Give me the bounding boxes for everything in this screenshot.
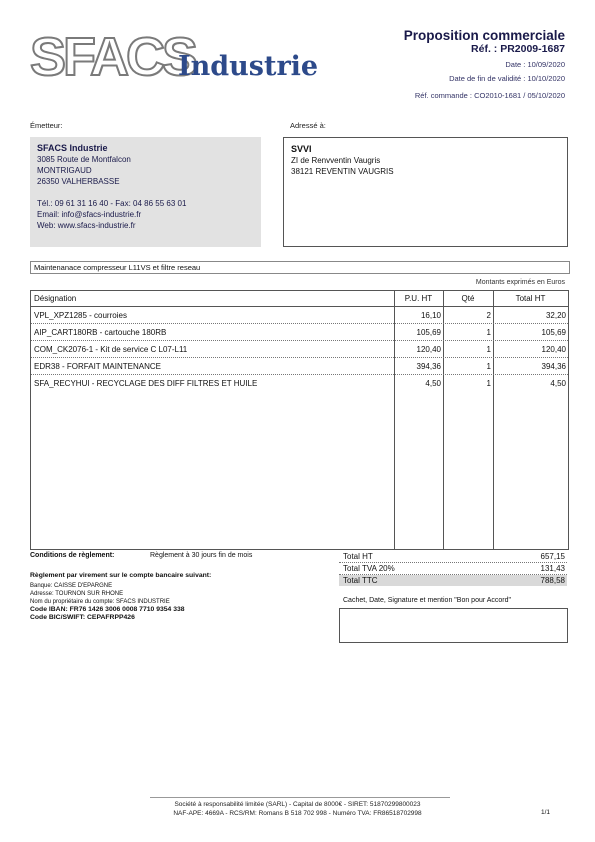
payment-conditions-label: Conditions de règlement: [30, 552, 115, 559]
recipient-address-line: 38121 REVENTIN VAUGRIS [291, 167, 394, 176]
totals-block [339, 551, 567, 586]
emitter-label: Émetteur: [30, 121, 63, 130]
total-ttc-row [339, 575, 567, 586]
total-ht-value: 657,15 [540, 552, 565, 561]
logo-suffix: Industrie [178, 51, 319, 82]
cell-quantity: 1 [486, 345, 491, 354]
footer-line-2: NAF-APE: 4669A - RCS/RM: Romans B 518 702 998 - Numéro TVA: FR86518702998 [173, 810, 422, 817]
cell-designation: SFA_RECYHUI - RECYCLAGE DES DIFF FILTRES ET HUILE [34, 379, 258, 388]
payment-conditions-value: Règlement à 30 jours fin de mois [150, 552, 253, 559]
footer-line-1: Société à responsabilité limitée (SARL) - Capital de 8000€ - SIRET: 51870299800023 [174, 801, 421, 808]
cell-unit-price: 394,36 [416, 362, 441, 371]
cell-designation: COM_CK2076-1 - Kit de service C L07-L11 [34, 345, 188, 354]
row-separator [31, 357, 568, 358]
row-separator [31, 374, 568, 375]
document-title: Proposition commerciale [403, 28, 565, 43]
cell-designation: EDR38 - FORFAIT MAINTENANCE [34, 362, 161, 371]
currency-note: Montants exprimés en Euros [475, 279, 565, 286]
emitter-email: Email: info@sfacs-industrie.fr [37, 210, 142, 219]
account-owner: Nom du propriétaire du compte: SFACS INDUSTRIE [30, 599, 170, 605]
document-header [305, 28, 565, 103]
footer [0, 800, 595, 818]
bank-transfer-info [30, 572, 330, 622]
page-number: 1/1 [540, 809, 550, 816]
bank-address: Adresse: TOURNON SUR RHONE [30, 591, 124, 597]
emitter-web: Web: www.sfacs-industrie.fr [37, 221, 136, 230]
row-separator [31, 323, 568, 324]
header-total: Total HT [515, 294, 546, 303]
cell-total: 105,69 [541, 328, 566, 337]
recipient-label: Adressé à: [290, 121, 326, 130]
recipient-name: SVVI [291, 144, 312, 154]
order-reference: Réf. commande : CO2010-1681 / 05/10/2020 [414, 91, 565, 100]
cell-total: 120,40 [541, 345, 566, 354]
cell-quantity: 2 [486, 311, 491, 320]
logo-brand: SFACS [30, 27, 196, 87]
emitter-name: SFACS Industrie [37, 143, 108, 153]
cell-total: 32,20 [545, 311, 566, 320]
cell-total: 394,36 [541, 362, 566, 371]
header-quantity: Qté [461, 294, 475, 303]
cell-designation: VPL_XPZ1285 - courroies [34, 311, 127, 320]
total-ht-row [339, 551, 567, 563]
table-row [31, 376, 568, 392]
emitter-address-line: 26350 VALHERBASSE [37, 177, 120, 186]
table-row [31, 308, 568, 324]
row-separator [31, 340, 568, 341]
table-row [31, 325, 568, 341]
signature-label: Cachet, Date, Signature et mention "Bon pour Accord" [343, 597, 512, 604]
total-tva-row [339, 563, 567, 575]
total-ttc-label: Total TTC [343, 576, 378, 585]
footer-divider [150, 797, 450, 798]
total-ttc-value: 788,58 [540, 576, 565, 585]
recipient-box [283, 137, 568, 247]
cell-quantity: 1 [486, 328, 491, 337]
cell-unit-price: 4,50 [425, 379, 441, 388]
emitter-address-line: 3085 Route de Montfalcon [37, 155, 131, 164]
header-unit-price: P.U. HT [404, 294, 433, 303]
document-reference: Réf. : PR2009-1687 [471, 43, 565, 55]
subject-line: Maintenanace compresseur L11VS et filtre reseau [30, 261, 570, 274]
table-header [31, 291, 568, 307]
validity-date: Date de fin de validité : 10/10/2020 [449, 74, 565, 83]
header-designation: Désignation [34, 294, 77, 303]
cell-total: 4,50 [550, 379, 566, 388]
cell-unit-price: 16,10 [420, 311, 441, 320]
emitter-phone: Tél.: 09 61 31 16 40 - Fax: 04 86 55 63 01 [37, 199, 187, 208]
cell-quantity: 1 [486, 379, 491, 388]
recipient-address-line: ZI de Renvventin Vaugris [291, 156, 381, 165]
cell-quantity: 1 [486, 362, 491, 371]
total-tva-value: 131,43 [540, 564, 565, 573]
bic-code: Code BIC/SWIFT: CEPAFRPP426 [30, 614, 135, 621]
document-date: Date : 10/09/2020 [505, 60, 565, 69]
table-row [31, 342, 568, 358]
table-row [31, 359, 568, 375]
total-tva-label: Total TVA 20% [343, 564, 395, 573]
cell-unit-price: 120,40 [416, 345, 441, 354]
cell-designation: AIP_CART180RB - cartouche 180RB [34, 328, 167, 337]
signature-box[interactable] [339, 608, 568, 643]
bank-name: Banque: CAISSE D'EPARGNE [30, 583, 113, 589]
total-ht-label: Total HT [343, 552, 373, 561]
cell-unit-price: 105,69 [416, 328, 441, 337]
emitter-address-line: MONTRIGAUD [37, 166, 92, 175]
iban-code: Code IBAN: FR76 1426 3006 0008 7710 9354 338 [30, 606, 185, 613]
items-table [30, 290, 569, 550]
transfer-heading: Règlement par virement sur le compte bancaire suivant: [30, 572, 212, 579]
emitter-box [30, 137, 261, 247]
company-logo [30, 27, 320, 90]
